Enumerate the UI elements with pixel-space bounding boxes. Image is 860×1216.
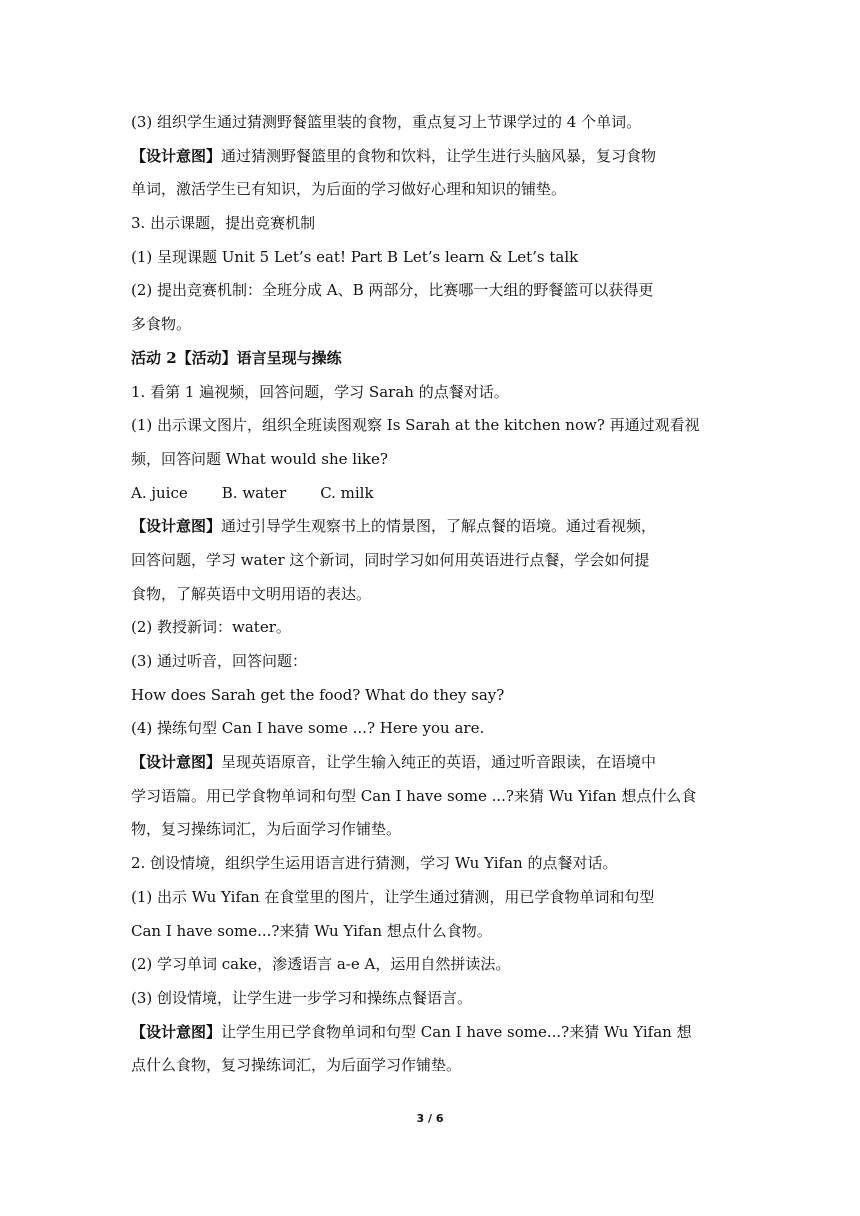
text-line xyxy=(131,443,731,477)
line-text: (3) 创设情境，让学生进一步学习和操练点餐语言。 xyxy=(131,988,473,1007)
design-intent-label: 【设计意图】 xyxy=(131,517,222,536)
text-line xyxy=(131,578,731,612)
answer-option: B. water xyxy=(221,483,287,502)
section-heading: 活动 2【活动】语言呈现与操练 xyxy=(131,348,342,367)
text-line xyxy=(131,308,731,342)
line-text: 1. 看第 1 遍视频，回答问题，学习 Sarah 的点餐对话。 xyxy=(131,382,509,401)
answer-options xyxy=(131,477,731,511)
line-text: (3) 通过听音，回答问题： xyxy=(131,652,308,670)
line-text: 通过猜测野餐篮里的食物和饮料，让学生进行头脑风暴，复习食物 xyxy=(221,146,657,165)
text-line xyxy=(131,915,731,949)
text-line xyxy=(131,948,731,982)
text-line xyxy=(131,544,731,578)
line-text: (1) 出示 Wu Yifan 在食堂里的图片，让学生通过猜测，用已学食物单词和句型 xyxy=(131,887,655,906)
line-text: 单词，激活学生已有知识，为后面的学习做好心理和知识的铺垫。 xyxy=(131,180,567,199)
text-line xyxy=(131,712,731,746)
text-line xyxy=(131,881,731,915)
line-text: 呈现英语原音，让学生输入纯正的英语，通过听音跟读，在语境中 xyxy=(221,753,657,772)
text-line xyxy=(131,409,731,443)
text-line xyxy=(131,679,731,713)
text-line xyxy=(131,982,731,1016)
text-line xyxy=(131,847,731,881)
design-intent-label: 【设计意图】 xyxy=(131,146,222,165)
line-text: 物，复习操练词汇，为后面学习作铺垫。 xyxy=(131,820,402,839)
text-line xyxy=(131,207,731,241)
line-text: How does Sarah get the food? What do they say? xyxy=(131,685,505,704)
text-line xyxy=(131,1016,731,1050)
text-line xyxy=(131,611,731,645)
line-text: 通过引导学生观察书上的情景图，了解点餐的语境。通过看视频， xyxy=(221,517,657,536)
line-text: 学习语篇。用已学食物单词和句型 Can I have some ...?来猜 Wu Yifan 想点什么食 xyxy=(131,786,697,805)
text-line xyxy=(131,106,731,140)
design-intent-label: 【设计意图】 xyxy=(131,753,222,772)
answer-option: C. milk xyxy=(320,483,374,502)
line-text: 3. 出示课题，提出竞赛机制 xyxy=(131,214,316,233)
line-text: 食物，了解英语中文明用语的表达。 xyxy=(131,584,372,603)
line-text: (1) 出示课文图片，组织全班读图观察 Is Sarah at the kitchen now? 再通过观看视 xyxy=(131,416,700,435)
answer-option: A. juice xyxy=(131,483,188,502)
line-text: (2) 提出竞赛机制：全班分成 A、B 两部分，比赛哪一大组的野餐篮可以获得更 xyxy=(131,281,654,300)
line-text: 2. 创设情境，组织学生运用语言进行猜测，学习 Wu Yifan 的点餐对话。 xyxy=(131,854,618,873)
line-text: (2) 教授新词：water。 xyxy=(131,618,291,637)
line-text: 点什么食物，复习操练词汇，为后面学习作铺垫。 xyxy=(131,1056,462,1075)
text-line xyxy=(131,780,731,814)
document-body xyxy=(131,106,731,1083)
line-text: (4) 操练句型 Can I have some ...? Here you are. xyxy=(131,719,485,738)
text-line xyxy=(131,813,731,847)
line-text: Can I have some...?来猜 Wu Yifan 想点什么食物。 xyxy=(131,921,492,940)
line-text: 回答问题，学习 water 这个新词，同时学习如何用英语进行点餐，学会如何提 xyxy=(131,550,650,569)
line-text: 让学生用已学食物单词和句型 Can I have some...?来猜 Wu Yifan 想 xyxy=(221,1022,692,1041)
text-line xyxy=(131,140,731,174)
text-line xyxy=(131,746,731,780)
text-line xyxy=(131,645,731,679)
text-line xyxy=(131,510,731,544)
design-intent-label: 【设计意图】 xyxy=(131,1022,222,1041)
text-line xyxy=(131,241,731,275)
page-number: 3 / 6 xyxy=(416,1112,444,1125)
text-line xyxy=(131,376,731,410)
text-line xyxy=(131,173,731,207)
text-line xyxy=(131,274,731,308)
text-line xyxy=(131,1049,731,1083)
line-text: 频，回答问题 What would she like? xyxy=(131,449,388,468)
line-text: (3) 组织学生通过猜测野餐篮里装的食物，重点复习上节课学过的 4 个单词。 xyxy=(131,113,642,131)
line-text: 多食物。 xyxy=(131,315,192,334)
line-text: (2) 学习单词 cake，渗透语言 a-e A，运用自然拼读法。 xyxy=(131,955,511,974)
line-text: (1) 呈现课题 Unit 5 Let’s eat! Part B Let’s learn & Let’s talk xyxy=(131,247,579,266)
